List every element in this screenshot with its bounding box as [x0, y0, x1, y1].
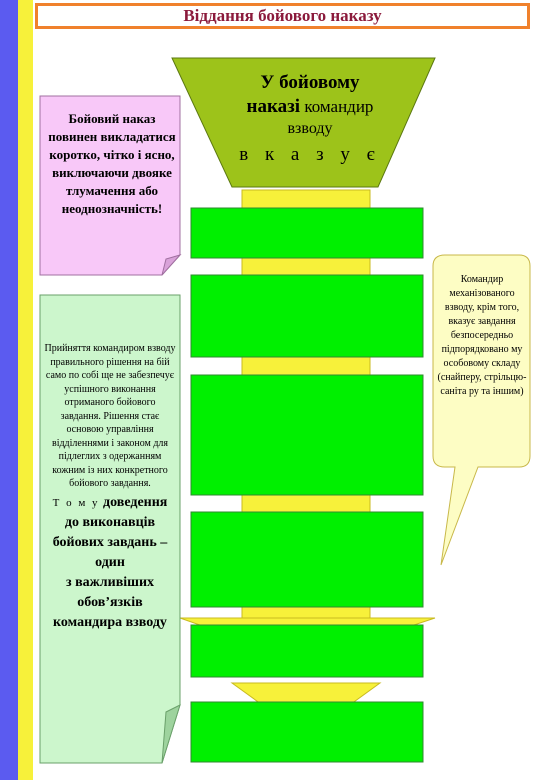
- green-note-paragraph: Прийняття командиром взводу правильного рішення на бій само по собі ще не забезпечує успішного виконання отриманого бойового завдання. Рішення стає основою управління відділеннями і законом для підлеглих з одержанням кожним із них конкретного бойового завдання.: [44, 343, 176, 489]
- funnel-line-2: [222, 95, 398, 118]
- green-note-bold-2: з важливіших обов’язків командира взводу: [53, 574, 167, 630]
- callout-text: Командир механізованого взводу, крім того, вказує завдання безпосередньо підпорядковано му особовому складу (снайперу, стрільцю-саніта ру та іншим): [437, 274, 527, 397]
- green-block-1: [191, 208, 423, 258]
- funnel-bold-word: наказі: [246, 96, 301, 117]
- pink-note-text: Бойовий наказ повинен викладатися коротко, чітко і ясно, виключаючи двояке тлумачення або неоднозначність!: [48, 111, 176, 216]
- funnel-line-2-rest: командир: [300, 97, 374, 116]
- green-note-text: [44, 342, 176, 633]
- green-note-emphasis: [44, 493, 176, 633]
- green-block-5: [191, 625, 423, 677]
- green-block-6: [191, 702, 423, 762]
- green-block-3: [191, 375, 423, 495]
- funnel-text: [222, 70, 398, 170]
- green-block-2: [191, 275, 423, 357]
- funnel-line-4: в к а з у є: [239, 144, 381, 165]
- funnel-line-3: взводу: [287, 120, 333, 137]
- green-note-bold-1: доведення до виконавців бойових завдань – один: [52, 494, 168, 570]
- green-block-4: [191, 512, 423, 607]
- funnel-line-1: У бойовому: [260, 72, 360, 93]
- page-title: Віддання бойового наказу: [183, 6, 382, 25]
- green-note-prefix: Т о м у: [52, 496, 100, 509]
